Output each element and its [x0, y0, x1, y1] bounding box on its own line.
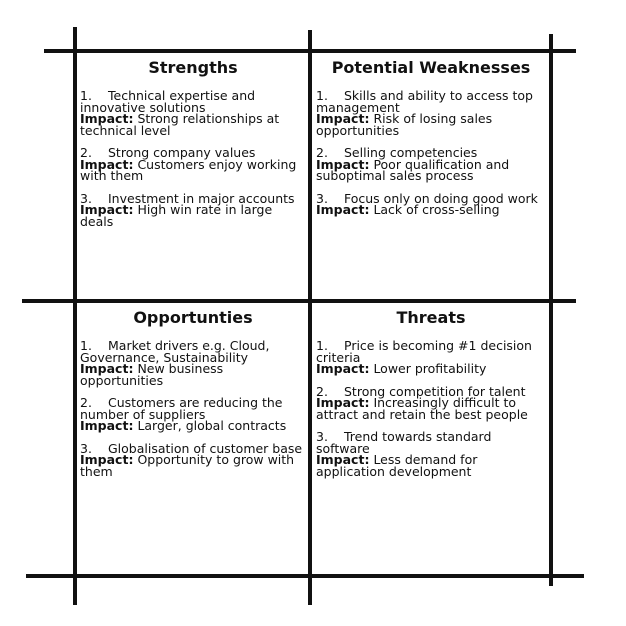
weaknesses-list: [316, 90, 546, 216]
grid-line-left: [73, 27, 77, 605]
item-description: Customers are reducing the number of suppliers: [80, 395, 283, 422]
strengths-item: [80, 90, 306, 136]
weaknesses-item: [316, 190, 546, 217]
opportunities-item: [80, 340, 306, 386]
impact-text: Increasingly difficult to attract and retain the best people: [316, 395, 528, 422]
item-number: 1.: [80, 338, 92, 353]
weaknesses-item: [316, 90, 546, 136]
impact-label: Impact:: [80, 452, 134, 467]
item-number: 1.: [316, 338, 328, 353]
item-number: 1.: [316, 88, 328, 103]
threats-item-text: [316, 431, 546, 454]
item-description: Focus only on doing good work: [344, 190, 538, 206]
item-number: 3.: [80, 190, 92, 206]
threats-item: [316, 340, 546, 375]
grid-line-right: [549, 34, 553, 586]
weaknesses-item-impact: [316, 156, 546, 183]
opportunities-title: Opportunties: [133, 308, 253, 327]
impact-label: Impact:: [80, 111, 134, 126]
item-number: 3.: [80, 440, 92, 456]
impact-label: Impact:: [316, 361, 370, 376]
threats-item-impact: [316, 454, 546, 477]
item-number: 2.: [316, 383, 328, 399]
impact-text: High win rate in large deals: [80, 202, 273, 229]
strengths-item: [80, 190, 306, 229]
item-description: Technical expertise and innovative solutions: [80, 88, 256, 115]
strengths-title: Strengths: [148, 58, 238, 77]
opportunities-quadrant: [80, 306, 306, 570]
weaknesses-item: [316, 147, 546, 182]
item-description: Selling competencies: [344, 145, 478, 160]
impact-text: Larger, global contracts: [137, 418, 287, 433]
item-number: 3.: [316, 429, 328, 444]
impact-text: Risk of losing sales opportunities: [316, 111, 493, 138]
threats-list: [316, 340, 546, 477]
weaknesses-item-impact: [316, 204, 546, 216]
strengths-item-impact: [80, 113, 306, 136]
strengths-item-impact: [80, 204, 306, 227]
item-number: 2.: [80, 395, 92, 410]
threats-item-text: [316, 340, 546, 363]
impact-text: Less demand for application development: [316, 452, 478, 479]
impact-label: Impact:: [316, 111, 370, 126]
impact-label: Impact:: [316, 452, 370, 467]
threats-item: [316, 431, 546, 477]
impact-text: New business opportunities: [80, 361, 224, 388]
impact-label: Impact:: [80, 361, 134, 376]
opportunities-item-impact: [80, 454, 306, 477]
opportunities-item-text: [80, 340, 306, 363]
threats-item: [316, 383, 546, 422]
impact-label: Impact:: [316, 202, 370, 217]
weaknesses-quadrant: [316, 56, 546, 296]
item-description: Strong company values: [108, 145, 256, 160]
strengths-item-text: [80, 90, 306, 113]
strengths-item-impact: [80, 156, 306, 183]
item-number: 2.: [316, 145, 328, 160]
impact-text: Opportunity to grow with them: [80, 452, 295, 479]
impact-label: Impact:: [80, 156, 134, 172]
threats-item-impact: [316, 363, 546, 375]
impact-label: Impact:: [80, 202, 134, 217]
impact-text: Strong relationships at technical level: [80, 111, 280, 138]
item-description: Trend towards standard software: [316, 429, 492, 456]
weaknesses-item-text: [316, 90, 546, 113]
impact-text: Poor qualification and suboptimal sales process: [316, 156, 510, 183]
opportunities-item: [80, 440, 306, 479]
impact-label: Impact:: [316, 156, 370, 172]
impact-label: Impact:: [316, 395, 370, 410]
opportunities-item: [80, 397, 306, 432]
weaknesses-title: Potential Weaknesses: [331, 58, 531, 77]
item-description: Investment in major accounts: [108, 190, 295, 206]
item-description: Market drivers e.g. Cloud, Governance, Sustainability: [80, 338, 270, 365]
strengths-list: [80, 90, 306, 227]
grid-line-bottom: [26, 574, 584, 578]
threats-title: Threats: [396, 308, 466, 327]
grid-line-middle-vertical: [308, 30, 312, 605]
threats-quadrant: [316, 306, 546, 570]
item-description: Strong competition for talent: [344, 383, 526, 399]
opportunities-item-text: [80, 397, 306, 420]
strengths-quadrant: [80, 56, 306, 296]
impact-text: Lack of cross-selling: [373, 202, 500, 217]
impact-text: Customers enjoy working with them: [80, 156, 297, 183]
item-description: Globalisation of customer base: [108, 440, 303, 456]
weaknesses-item-impact: [316, 113, 546, 136]
opportunities-item-impact: [80, 363, 306, 386]
item-description: Skills and ability to access top management: [316, 88, 533, 115]
item-description: Price is becoming #1 decision criteria: [316, 338, 532, 365]
opportunities-item-impact: [80, 420, 306, 432]
item-number: 2.: [80, 145, 92, 160]
item-number: 1.: [80, 88, 92, 103]
opportunities-list: [80, 340, 306, 477]
impact-text: Lower profitability: [373, 361, 487, 376]
impact-label: Impact:: [80, 418, 134, 433]
threats-item-impact: [316, 397, 546, 420]
grid-line-middle-horizontal: [22, 299, 576, 303]
item-number: 3.: [316, 190, 328, 206]
strengths-item: [80, 147, 306, 182]
